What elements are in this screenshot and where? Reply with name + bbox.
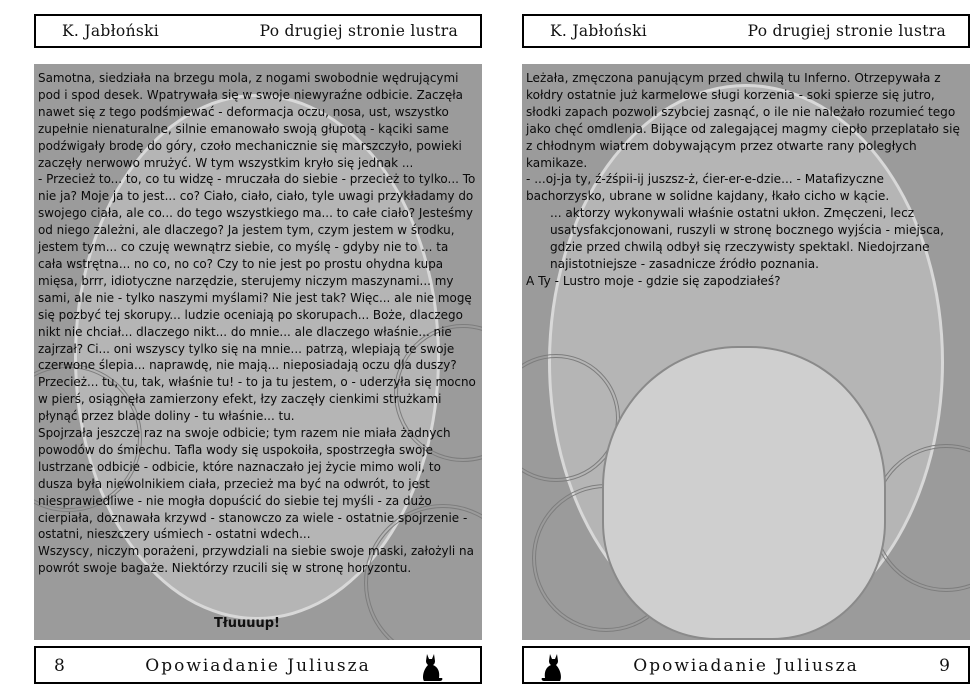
header-author: K. Jabłoński — [62, 22, 160, 40]
black-cat-icon — [418, 652, 444, 682]
paragraph: - Przecież to... to, co tu widzę - mruczała do siebie - przecież to tylko... To nie ja? Moje ja to jest... co? Ciało, ciało, ciało, tyle uwagi przykładamy do swojego ciała, ale co... do tego wszystkiego ma... to całe ciało? Jesteśmy od niego zależni, ale dlaczego? Ja jestem tym, czym jestem w środku, jestem tym... co czuję wewnątrz siebie, co myślę - gdyby nie to ... ta cała wstrętna... no co, no co? Czy to nie jest po prostu ohydna kupa mięsa, brrr, idiotyczne narzędzie, sterujemy niczym maszynami... my sami, ale nie - tylko naszymi myślami? Nie jest tak? Więc... ale nie mogę się pozbyć tej skorupy... ludzie oceniają po skorupach... Boże, dlaczego nikt nie chciał... dlaczego nikt... do mnie... ale dlaczego właśnie... nie zajrzał? Ci... oni wszyscy tylko się na mnie... patrzą, wlepiają te swoje czerwone ślepia... naprawdę, nie mają... nieposiadają oczu dla duszy? Przecież... tu, tu, tak, właśnie tu! - to ja tu jestem, o - uderzyła się mocno w pierś, osiągnęła zamierzony efekt, łzy zaczęły cienkimi strużkami płynąć przez blade doliny - tu właśnie... tu. — [38, 172, 476, 424]
paragraph: Spojrzała jeszcze raz na swoje odbicie; tym razem nie miała żadnych powodów do śmiechu. Tafla wody się uspokoiła, spostrzegła swoje lustrzane odbicie - odbicie, które naznaczało jej życie mimo woli, to dusza była niewolnikiem ciała, przecież ma być na odwrót, to jest niesprawiedliwe - nie mogła dopuścić do siebie tej myśli - za dużo cierpiała, doznawała krzywd - stanowczo za wiele - ostatnie spojrzenie - ostatni, nieszczery uśmiech - ostatni wdech... — [38, 426, 468, 542]
paragraph: Leżała, zmęczona panującym przed chwilą tu Inferno. Otrzepywała z kołdry ostatnie już karmelowe sługi korzenia - soki spierze się jutro, słodki zapach pozwoli szybciej zasnąć, o ile nie należało rozumieć tego jako chęć omdlenia. Bijące od zalegającej magmy ciepło przeplatało się z chłodnym wiatrem dobywającym przez otwarte rany poległych kamikaze. — [526, 71, 960, 170]
right-page — [522, 14, 974, 684]
header-author: K. Jabłoński — [550, 22, 648, 40]
story-text — [38, 70, 476, 577]
footer-title: Opowiadanie Juliusza — [633, 656, 859, 676]
page-number: 9 — [939, 656, 950, 676]
paragraph: - ...oj-ja ty, ź-źśpii-ij juszsz-ż, ćier-er-e-dzie... - Matafizyczne bachorzysko, ubrane w solidne kajdany, łkało cicho w kącie. — [526, 172, 890, 204]
page-footer — [34, 646, 482, 684]
left-page — [34, 14, 486, 684]
paragraph: ... aktorzy wykonywali właśnie ostatni ukłon. Zmęczeni, lecz usatysfakcjonowani, ruszyli w stronę bocznego wyjścia - miejsca, gdzie przed chwilą odbył się rzeczywisty spektakl. Niedojrzane najistotniejsze - zasadnicze źródło poznania. — [550, 206, 945, 271]
closing-sound: Tłuuuup! — [214, 616, 280, 631]
paragraph: Samotna, siedziała na brzegu mola, z nogami swobodnie wędrującymi pod i spod desek. Wpatrywała się w swoje niewyraźne odbicie. Zaczęła nawet się z tego podśmiewać - deformacja oczu, nosa, ust, wszystko zupełnie nienaturalne, silnie emanowało swoją głupotą - kąciki same podźwigały brodę do góry, czoło mechanicznie się marszczyło, powieki zaczęły nerwowo mrużyć. W tym wszystkim kryło się jednak ... — [38, 71, 463, 170]
footer-title: Opowiadanie Juliusza — [145, 656, 371, 676]
paragraph: Wszyscy, niczym porażeni, przywdziali na siebie swoje maski, założyli na powrót swoje bagaże. Niektórzy rzucili się w stronę horyzontu. — [38, 544, 474, 576]
page-header — [522, 14, 970, 48]
story-text — [526, 70, 964, 290]
header-title: Po drugiej stronie lustra — [747, 22, 946, 40]
header-title: Po drugiej stronie lustra — [259, 22, 458, 40]
portrait-face — [602, 346, 886, 640]
page-header — [34, 14, 482, 48]
page-number: 8 — [54, 656, 65, 676]
paragraph: A Ty - Lustro moje - gdzie się zapodziałeś? — [526, 273, 781, 288]
page-footer — [522, 646, 970, 684]
